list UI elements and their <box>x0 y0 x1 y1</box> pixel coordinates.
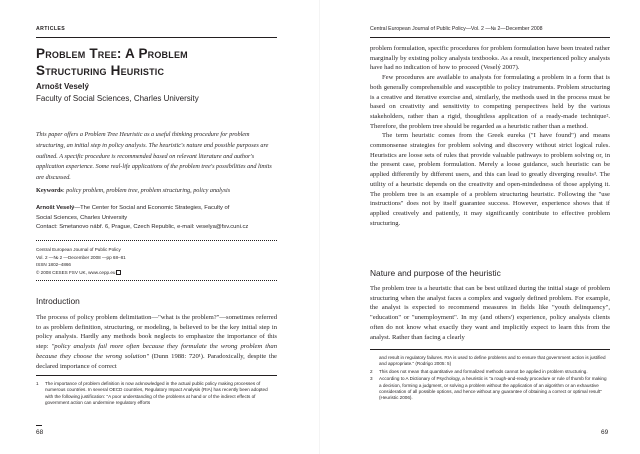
info-rule-bottom <box>36 280 277 281</box>
abstract: This paper offers a Problem Tree Heuristic as a useful thinking procedure for problem structuring, an initial step in policy analysis. The heuristic's nature and possible purposes are outlined. A specific procedure is recommended based on relevant literature and author's application experience. Some real-life applications of the problem tree's possibilities and limits are discussed. <box>36 131 272 182</box>
info-journal: Central European Journal of Public Policy <box>36 247 121 252</box>
right-body-section <box>370 284 610 342</box>
introduction-heading: Introduction <box>36 296 80 306</box>
section-heading: Nature and purpose of the heuristic <box>370 268 501 278</box>
journal-info <box>36 246 277 276</box>
introduction-body <box>36 313 277 371</box>
footnote-number: 1 <box>36 381 39 386</box>
title-line-2: Structuring Heuristic <box>36 63 165 78</box>
article-title <box>36 45 286 79</box>
info-issn: ISSN 1802–4866 <box>36 262 71 268</box>
paragraph-4: The problem tree is a heuristic that can be best utilized during the initial stage of problem structuring when the analyst faces a complex and vaguely defined problem. For example, the analyst is expected to recommend measures in fields like "youth delinquency", "education" or "unemployment". In my (and others') experience, policy analysis clients often do not know what exactly they want and implicitly expect to learn this from the analyst. Rather than facing a clearly <box>370 285 610 341</box>
contact-name: Arnošt Veselý <box>36 205 75 211</box>
paragraph-2: Few procedures are available to analysts for formulating a problem in a form that is both generally comprehensible and susceptible to policy instruments. Problem structuring is a creative and iterative exercise and, similarly, the methods used in the process must be based on creativity and sensitivity to competing perspectives held by the various stakeholders, rather than a rigid, thoughtless application of a ready-made technique². Therefore, the problem tree should be regarded as a heuristic rather than a method. <box>370 74 610 130</box>
intro-paragraph: The process of policy problem delimitation—"what is the problem?"—sometimes referred to as problem definition, structuring, or modeling, is believed to be the key initial step in policy analysis. Hardly any methods book neglects to emphasize the importance of this step: <box>36 314 277 351</box>
author-affiliation: Faculty of Social Sciences, Charles University <box>36 94 199 103</box>
footnotes-left <box>36 381 277 408</box>
info-rule-top <box>36 240 277 241</box>
intro-quote: "policy analysts fail more often because they formulate the wrong problem than because they choose the wrong solution" <box>36 343 278 360</box>
author-contact <box>36 204 277 233</box>
folio-rule <box>36 425 42 426</box>
header-rule-left <box>36 37 277 38</box>
contact-line-2: Social Sciences, Charles University <box>36 214 128 221</box>
info-volume: Vol. 2 —№ 2 —December 2008 —pp 68–81 <box>36 254 126 260</box>
footnote-rule-right <box>370 349 610 350</box>
footnote-continued: and result in regulatory failures. RIA is used to define problems and to ensure that government action is justified and appropriate." (Rodrigo 2005: 5) <box>379 355 606 367</box>
paragraph-1: problem formulation, specific procedures for problem formulation have been treated rather marginally by existing policy analysis textbooks. As a result, inexperienced policy analysts have had no indication of how to proceed (Veselý 2007). <box>370 45 610 72</box>
right-body-top <box>370 44 610 228</box>
footnote-2: 2 This does not mean that quantitative and formalized methods cannot be applied in problem structuring. <box>370 368 588 374</box>
running-head-right: Central European Journal of Public Policy—Vol. 2 —№ 2—December 2008 <box>370 26 543 32</box>
footnote-1 <box>36 381 277 407</box>
contact-line-1: —The Center for Social and Economic Strategies, Faculty of <box>74 205 230 211</box>
info-copyright: © 2008 CESES FSV UK, www.cepp.eu <box>36 269 116 275</box>
footnote-text: The importance of problem definition is now acknowledged in the actual public policy making processes of numerous countries. In several OECD countries, Regulatory Impact Analysis (RIA) has recently been adopted with the following justification: "A poor understanding of the problems at hand or of the indirect effects of government action can undermine regulatory efforts <box>45 381 268 406</box>
keywords: Keywords: policy problem, problem tree, problem structuring, policy analysis <box>36 187 231 194</box>
footnote-rule-left <box>36 375 277 376</box>
page-number-left: 68 <box>36 429 44 436</box>
author-name: Arnošt Veselý <box>36 82 89 91</box>
paragraph-3: The term heuristic comes from the Greek eureka ("I have found") and means commonsense strategies for problem solving and discovery without strict logical rules. Heuristics are loose sets of rules that provide valuable pathways to problem solving or, in the present case, problem formulation. Merely a loose guidance, such heuristic can be applied differently by different users, and this can lead to greatly diverging results³. The utility of a heuristic depends on the creativity and open-mindedness of those applying it. The problem tree is an example of a problem structuring heuristic. Following the "use instructions" does not by itself guarantee success. However, experience shows that if applied creatively and patiently, it may significantly contribute to effective problem structuring. <box>370 132 610 227</box>
footnotes-right <box>370 355 610 403</box>
contact-line-3: Contact: Smetanovo nábř. 6, Prague, Czech Republic, e-mail: veselya@fsv.cuni.cz <box>36 224 249 231</box>
header-rule-right <box>370 37 610 38</box>
keywords-label: Keywords <box>36 187 63 194</box>
title-line-1: Problem Tree: A Problem <box>36 46 188 61</box>
keywords-list: policy problem, problem tree, problem structuring, policy analysis <box>66 187 231 194</box>
gutter-divider <box>319 0 320 454</box>
footnote-3: 3 According to A Dictionary of Psychology, a heuristic is "a rough-and-ready procedure or rule of thumb for making a decision, forming a judgment, or solving a problem without the application of an algorithm or an exhaustive consideration of all possible options, and hence without any guarantee of obtaining a correct or optimal result" (Heuristic 2006). <box>370 376 607 401</box>
running-head-left: ARTICLES <box>36 26 66 32</box>
external-link-icon <box>116 270 121 275</box>
page-number-right: 69 <box>601 429 609 436</box>
intro-paragraph-end: (Dunn 1988: 720¹). Paradoxically, despite the declared importance of correct <box>36 352 277 370</box>
